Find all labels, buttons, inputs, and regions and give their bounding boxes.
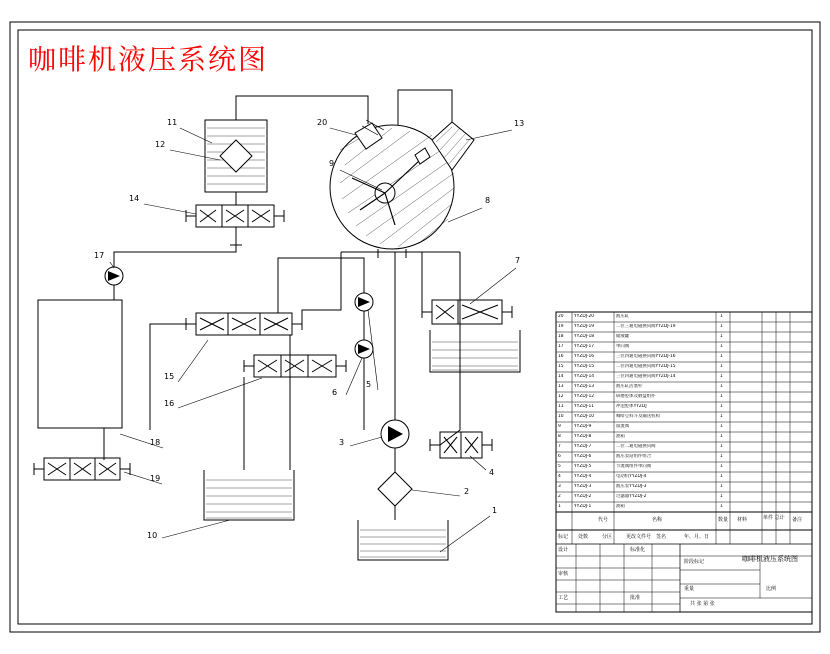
callout-16: 16 [164,399,175,408]
bom-cell-code: YYZDJ-20 [574,314,595,319]
bom-cell-no: 7 [558,444,561,449]
callout-10: 10 [147,531,158,540]
callout-17: 17 [94,251,105,260]
bom-cell-no: 20 [558,314,564,319]
page-title: 咖啡机液压系统图 [28,43,269,76]
bom-cell-code: YYZDJ-13 [574,384,595,389]
bom-cell-name: 溢流阀 [616,424,630,429]
tb-design: 设计 [558,547,569,553]
callout-5: 5 [366,380,372,389]
bom-cell-code: YYZDJ-7 [574,444,592,449]
bom-cell-code: YYZDJ-19 [574,324,595,329]
tb-row-changeno: 更改文件号 [626,534,652,540]
bom-cell-qty: 1 [720,464,723,469]
bom-cell-code: YYZDJ-16 [574,354,595,359]
bom-cell-name: 二位四通电磁换向阀YYZDJ-15 [616,364,676,369]
bom-cell-no: 4 [558,474,561,479]
tb-stage: 阶段标记 [684,559,705,565]
bom-cell-qty: 1 [720,394,723,399]
bom-cell-qty: 1 [720,374,723,379]
pump-riser [395,252,420,420]
bom-cell-name: 液压泵站组件组合 [616,454,652,459]
bom-cell-name: 三位四通电磁换向阀YYZDJ-14 [616,374,676,379]
bom-cell-no: 19 [558,324,564,329]
tb-row-zone: 分区 [602,534,613,540]
bom-cell-no: 14 [558,374,564,379]
callout-4: 4 [489,468,495,477]
tb-header-remark: 备注 [792,517,803,523]
bom-cell-name: 研磨腔体及磨盘组件 [616,394,656,399]
bom-cell-name: 过滤器YYZDJ-2 [616,494,647,499]
bom-cell-qty: 1 [720,364,723,369]
right-chute [432,122,474,170]
bom-cell-qty: 1 [720,434,723,439]
tb-header-qty: 数量 [718,517,729,523]
tb-process: 工艺 [558,595,569,601]
tb-header-name: 名称 [652,517,663,523]
bom-cell-qty: 1 [720,354,723,359]
bom-cell-no: 18 [558,334,564,339]
bom-cell-code: YYZDJ-1 [574,504,592,509]
bom-cell-name: 冲泡腔体YYZDJ [616,404,647,409]
bom-cell-qty: 1 [720,444,723,449]
tank-1 [358,520,448,560]
callout-1: 1 [492,506,498,515]
bom-cell-code: YYZDJ-2 [574,494,592,499]
filter-2 [378,472,412,506]
bom-cell-no: 15 [558,364,564,369]
callout-9: 9 [329,159,335,168]
tank-10 [204,470,294,520]
tb-header-code: 代号 [598,517,609,523]
bom-cell-code: YYZDJ-10 [574,414,595,419]
callout-20: 20 [317,118,328,127]
bom-cell-no: 3 [558,484,561,489]
callout-3: 3 [339,438,345,447]
tb-sheet: 共 张 第 张 [690,601,715,607]
bom-cell-qty: 1 [720,384,723,389]
bom-cell-qty: 1 [720,414,723,419]
bom-cell-qty: 1 [720,344,723,349]
bom-cell-qty: 1 [720,494,723,499]
bom-cell-qty: 1 [720,314,723,319]
callout-11: 11 [167,118,178,127]
bom-cell-code: YYZDJ-9 [574,424,592,429]
tb-scale: 比例 [766,586,777,592]
bom-cell-code: YYZDJ-15 [574,364,595,369]
bom-cell-code: YYZDJ-4 [574,474,592,479]
bom-cell-code: YYZDJ-8 [574,434,592,439]
tb-check: 审核 [558,571,569,577]
valve-4 [430,432,492,458]
callout-8: 8 [485,196,491,205]
bom-cell-no: 10 [558,414,564,419]
reservoir-18 [38,300,122,428]
bom-cell-no: 8 [558,434,561,439]
bom-cell-no: 16 [558,354,564,359]
tb-row-count: 处数 [578,534,589,540]
tb-drawing-name: 咖啡机液压系统图 [742,555,798,563]
bom-cell-no: 5 [558,464,561,469]
bom-cell-qty: 1 [720,324,723,329]
valve-7 [422,300,512,324]
bom-cell-name: 二位三通电磁换向阀YYZDJ-19 [616,324,676,329]
valve-15 [186,313,302,335]
callout-6: 6 [332,388,338,397]
callout-18: 18 [150,438,161,447]
callout-12: 12 [155,140,166,149]
bom-cell-code: YYZDJ-12 [574,394,595,399]
bom-cell-name: 电动机YYZDJ-4 [616,474,647,479]
callout-2: 2 [464,487,470,496]
bom-cell-code: YYZDJ-5 [574,464,592,469]
bom-cell-code: YYZDJ-3 [574,484,592,489]
bom-cell-qty: 1 [720,484,723,489]
bom-table [556,312,812,512]
tb-standard: 标准化 [630,547,646,553]
valve-14 [186,205,284,245]
tb-weight: 重量 [684,586,695,592]
bom-cell-no: 2 [558,494,561,499]
bom-cell-code: YYZDJ-17 [574,344,595,349]
valve-16 [244,355,346,377]
bom-cell-qty: 1 [720,404,723,409]
bom-cell-no: 13 [558,384,564,389]
tb-row-mark: 标记 [558,534,569,540]
bom-cell-no: 17 [558,344,564,349]
bom-cell-qty: 1 [720,474,723,479]
bom-cell-code: YYZDJ-6 [574,454,592,459]
bom-cell-name: 三位四通电磁换向阀YYZDJ-16 [616,354,676,359]
bom-cell-code: YYZDJ-11 [574,404,595,409]
tb-header-weight: 单件 总计 [763,515,785,521]
bom-cell-name: 单向阀 [616,344,630,349]
tank-right [430,330,520,372]
bom-cell-name: 油箱 [616,434,625,439]
bom-cell-code: YYZDJ-14 [574,374,595,379]
bom-cell-qty: 1 [720,424,723,429]
bom-cell-no: 9 [558,424,561,429]
tb-header-mat: 材料 [737,517,748,523]
callout-19: 19 [150,474,161,483]
tb-row-sign: 签名 [656,534,667,540]
bom-cell-name: 咖啡豆料斗及输送机构 [616,414,660,419]
callout-15: 15 [164,372,175,381]
bom-cell-code: YYZDJ-18 [574,334,595,339]
valve-19 [34,458,130,480]
line-top-right [398,90,452,125]
bom-cell-no: 1 [558,504,561,509]
bom-cell-name: 液压缸活塞杆 [616,384,643,389]
callout-7: 7 [515,256,521,265]
bom-cell-qty: 1 [720,454,723,459]
bom-cell-no: 11 [558,404,564,409]
bom-cell-qty: 1 [720,334,723,339]
bom-cell-name: 二位二通电磁换向阀 [616,444,656,449]
bom-cell-name: 节流阀组件单向阀 [616,464,652,469]
bom-cell-qty: 1 [720,504,723,509]
bom-cell-name: 储液罐 [616,334,630,339]
bom-cell-name: 液压缸 [616,314,630,319]
callout-14: 14 [129,194,140,203]
tb-approve: 批准 [630,595,641,601]
tb-row-date: 年、月、日 [684,534,710,540]
bom-cell-no: 6 [558,454,561,459]
bom-cell-name: 液压泵YYZDJ-3 [616,484,647,489]
bom-cell-no: 12 [558,394,564,399]
callout-13: 13 [514,119,525,128]
bom-cell-name: 油箱 [616,504,625,509]
